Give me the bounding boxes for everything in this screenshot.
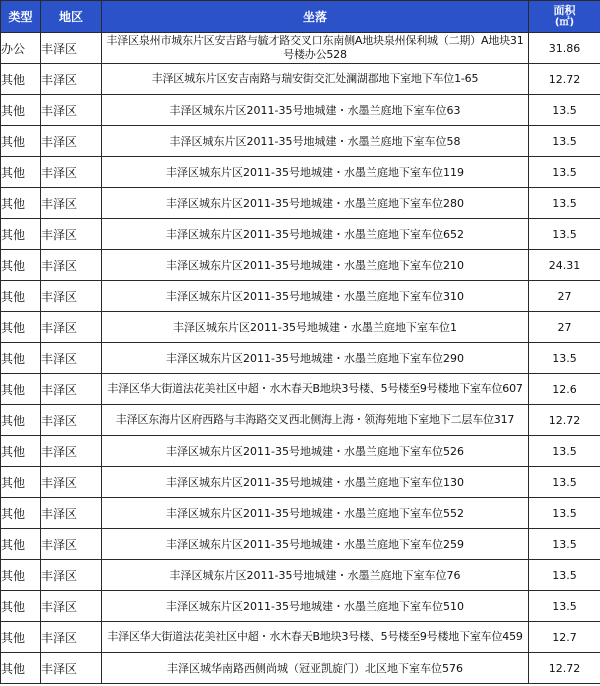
- cell-area: 27: [529, 312, 600, 343]
- table-row: [1, 33, 600, 64]
- cell-region: 丰泽区: [41, 405, 102, 436]
- cell-location: 丰泽区城东片区2011-35号地城建・水墨兰庭地下室车位290: [102, 343, 529, 374]
- cell-area: 13.5: [529, 219, 600, 250]
- table-row: [1, 250, 600, 281]
- cell-area: 12.72: [529, 64, 600, 95]
- cell-type: 其他: [1, 219, 41, 250]
- header-type: 类型: [1, 1, 41, 33]
- table-row: [1, 498, 600, 529]
- cell-location: 丰泽区泉州市城东片区安吉路与毓才路交叉口东南侧A地块泉州保利城（二期）A地块31号楼办公528: [102, 33, 529, 64]
- cell-area: 13.5: [529, 591, 600, 622]
- cell-type: 其他: [1, 591, 41, 622]
- cell-location: 丰泽区城东片区2011-35号地城建・水墨兰庭地下室车位76: [102, 560, 529, 591]
- cell-type: 其他: [1, 653, 41, 684]
- cell-type: 其他: [1, 374, 41, 405]
- cell-area: 13.5: [529, 343, 600, 374]
- cell-region: 丰泽区: [41, 467, 102, 498]
- header-location: 坐落: [102, 1, 529, 33]
- cell-location: 丰泽区城东片区2011-35号地城建・水墨兰庭地下室车位280: [102, 188, 529, 219]
- cell-area: 13.5: [529, 95, 600, 126]
- table-row: [1, 157, 600, 188]
- cell-type: 其他: [1, 405, 41, 436]
- cell-type: 其他: [1, 467, 41, 498]
- cell-location: 丰泽区城东片区2011-35号地城建・水墨兰庭地下室车位510: [102, 591, 529, 622]
- cell-type: 其他: [1, 622, 41, 653]
- header-area-unit: (㎡): [554, 16, 575, 28]
- header-area: [529, 1, 600, 33]
- table-row: [1, 467, 600, 498]
- cell-type: 其他: [1, 343, 41, 374]
- cell-area: 13.5: [529, 188, 600, 219]
- cell-location: 丰泽区华大街道法花美社区中超・水木春天B地块3号楼、5号楼至9号楼地下室车位607: [102, 374, 529, 405]
- cell-region: 丰泽区: [41, 529, 102, 560]
- header-area-label: 面积: [553, 3, 576, 17]
- header-row: [1, 1, 600, 33]
- cell-type: 办公: [1, 33, 41, 64]
- cell-location: 丰泽区城东片区2011-35号地城建・水墨兰庭地下室车位130: [102, 467, 529, 498]
- cell-area: 24.31: [529, 250, 600, 281]
- table-row: [1, 560, 600, 591]
- cell-region: 丰泽区: [41, 374, 102, 405]
- table-row: [1, 436, 600, 467]
- cell-region: 丰泽区: [41, 188, 102, 219]
- table-row: [1, 95, 600, 126]
- cell-location: 丰泽区城东片区2011-35号地城建・水墨兰庭地下室车位1: [102, 312, 529, 343]
- cell-location: 丰泽区城华南路西侧尚城（冠亚凯旋门）北区地下室车位576: [102, 653, 529, 684]
- cell-location: 丰泽区城东片区2011-35号地城建・水墨兰庭地下室车位58: [102, 126, 529, 157]
- table-row: [1, 374, 600, 405]
- cell-type: 其他: [1, 436, 41, 467]
- cell-area: 12.7: [529, 622, 600, 653]
- cell-region: 丰泽区: [41, 281, 102, 312]
- cell-area: 13.5: [529, 529, 600, 560]
- cell-area: 13.5: [529, 467, 600, 498]
- cell-type: 其他: [1, 498, 41, 529]
- table-row: [1, 622, 600, 653]
- cell-type: 其他: [1, 312, 41, 343]
- cell-location: 丰泽区城东片区2011-35号地城建・水墨兰庭地下室车位552: [102, 498, 529, 529]
- table-body: [1, 33, 600, 684]
- cell-area: 13.5: [529, 498, 600, 529]
- cell-location: 丰泽区城东片区2011-35号地城建・水墨兰庭地下室车位526: [102, 436, 529, 467]
- table-row: [1, 126, 600, 157]
- cell-area: 13.5: [529, 157, 600, 188]
- cell-region: 丰泽区: [41, 498, 102, 529]
- table-row: [1, 405, 600, 436]
- cell-region: 丰泽区: [41, 64, 102, 95]
- cell-region: 丰泽区: [41, 157, 102, 188]
- cell-area: 13.5: [529, 560, 600, 591]
- table-row: [1, 343, 600, 374]
- table-header: [1, 1, 600, 33]
- cell-region: 丰泽区: [41, 250, 102, 281]
- cell-region: 丰泽区: [41, 343, 102, 374]
- cell-region: 丰泽区: [41, 33, 102, 64]
- cell-location: 丰泽区城东片区2011-35号地城建・水墨兰庭地下室车位210: [102, 250, 529, 281]
- cell-type: 其他: [1, 560, 41, 591]
- cell-type: 其他: [1, 281, 41, 312]
- header-region: 地区: [41, 1, 102, 33]
- table-row: [1, 312, 600, 343]
- cell-region: 丰泽区: [41, 126, 102, 157]
- cell-location: 丰泽区城东片区2011-35号地城建・水墨兰庭地下室车位63: [102, 95, 529, 126]
- cell-region: 丰泽区: [41, 436, 102, 467]
- cell-area: 12.72: [529, 405, 600, 436]
- cell-region: 丰泽区: [41, 653, 102, 684]
- cell-region: 丰泽区: [41, 591, 102, 622]
- cell-location: 丰泽区东海片区府西路与丰海路交叉西北侧海上海・领海苑地下室地下二层车位317: [102, 405, 529, 436]
- cell-type: 其他: [1, 126, 41, 157]
- table-row: [1, 653, 600, 684]
- cell-type: 其他: [1, 157, 41, 188]
- cell-type: 其他: [1, 95, 41, 126]
- table-row: [1, 219, 600, 250]
- cell-location: 丰泽区华大街道法花美社区中超・水木春天B地块3号楼、5号楼至9号楼地下室车位459: [102, 622, 529, 653]
- cell-region: 丰泽区: [41, 95, 102, 126]
- cell-type: 其他: [1, 188, 41, 219]
- cell-location: 丰泽区城东片区2011-35号地城建・水墨兰庭地下室车位259: [102, 529, 529, 560]
- cell-location: 丰泽区城东片区安吉南路与瑞安街交汇处澜湖郡地下室地下车位1-65: [102, 64, 529, 95]
- cell-type: 其他: [1, 64, 41, 95]
- cell-area: 13.5: [529, 436, 600, 467]
- table-row: [1, 64, 600, 95]
- cell-region: 丰泽区: [41, 622, 102, 653]
- cell-type: 其他: [1, 529, 41, 560]
- table-row: [1, 281, 600, 312]
- cell-location: 丰泽区城东片区2011-35号地城建・水墨兰庭地下室车位652: [102, 219, 529, 250]
- table-row: [1, 529, 600, 560]
- cell-type: 其他: [1, 250, 41, 281]
- cell-region: 丰泽区: [41, 560, 102, 591]
- table-row: [1, 591, 600, 622]
- cell-area: 12.72: [529, 653, 600, 684]
- cell-area: 31.86: [529, 33, 600, 64]
- cell-area: 13.5: [529, 126, 600, 157]
- cell-location: 丰泽区城东片区2011-35号地城建・水墨兰庭地下室车位119: [102, 157, 529, 188]
- cell-location: 丰泽区城东片区2011-35号地城建・水墨兰庭地下室车位310: [102, 281, 529, 312]
- cell-region: 丰泽区: [41, 219, 102, 250]
- cell-region: 丰泽区: [41, 312, 102, 343]
- cell-area: 12.6: [529, 374, 600, 405]
- table-row: [1, 188, 600, 219]
- cell-area: 27: [529, 281, 600, 312]
